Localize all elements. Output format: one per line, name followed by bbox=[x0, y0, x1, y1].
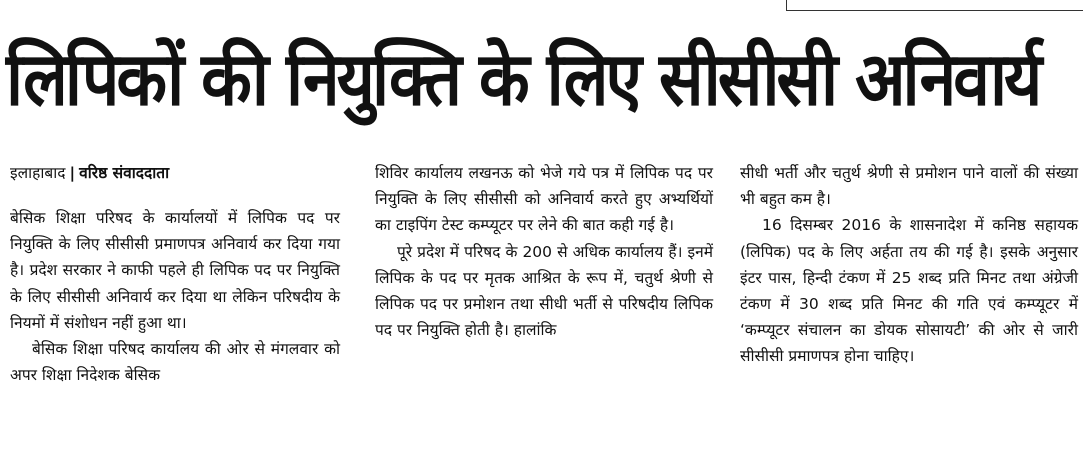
article-paragraph: पूरे प्रदेश में परिषद के 200 से अधिक कार्यालय हैं। इनमें लिपिक के पद पर मृतक आश्रित के रूप में, चतुर्थ श्रेणी से लिपिक पद पर प्रमोशन तथा सीधी भर्ती से परिषदीय लिपिक पद पर नियुक्ति होती है। हालांकि bbox=[375, 242, 713, 340]
article-column-1 bbox=[10, 160, 340, 388]
byline-reporter: वरिष्ठ संवाददाता bbox=[79, 164, 170, 182]
byline bbox=[10, 160, 340, 186]
article-paragraph: शिविर कार्यालय लखनऊ को भेजे गये पत्र में लिपिक पद पर नियुक्ति के लिए सीसीसी को अनिवार्य करते हुए अभ्यर्थियों का टाइपिंग टेस्ट कम्प्यूटर पर लेने की बात कही गई है। bbox=[375, 164, 713, 235]
article-column-3 bbox=[740, 160, 1078, 370]
article-paragraph: बेसिक शिक्षा परिषद कार्यालय की ओर से मंगलवार को अपर शिक्षा निदेशक बेसिक bbox=[10, 340, 340, 385]
article-paragraph: 16 दिसम्बर 2016 के शासनादेश में कनिष्ठ सहायक (लिपिक) पद के लिए अर्हता तय की गई है। इसके अनुसार इंटर पास, हिन्दी टंकण में 25 शब्द प्रति मिनट तथा अंग्रेजी टंकण में 30 शब्द प्रति मिनट की गति एवं कम्प्यूटर में ‘कम्प्यूटर संचालन का डोयक सोसायटी’ की ओर से जारी सीसीसी प्रमाणपत्र होना चाहिए। bbox=[740, 216, 1078, 366]
article-paragraph: बेसिक शिक्षा परिषद के कार्यालयों में लिपिक पद पर नियुक्ति के लिए सीसीसी प्रमाणपत्र अनिवार्य कर दिया गया है। प्रदेश सरकार ने काफी पहले ही लिपिक पद पर नियुक्ति के लिए सीसीसी अनिवार्य कर दिया था लेकिन परिषदीय के नियमों में संशोधन नहीं हुआ था। bbox=[10, 209, 340, 332]
article-column-2 bbox=[375, 160, 713, 343]
top-border-box bbox=[786, 0, 1083, 11]
headline: लिपिकों की नियुक्ति के लिए सीसीसी अनिवार्य bbox=[6, 36, 1040, 123]
byline-place: इलाहाबाद bbox=[10, 164, 66, 182]
byline-separator: | bbox=[69, 164, 76, 182]
article-paragraph: सीधी भर्ती और चतुर्थ श्रेणी से प्रमोशन पाने वालों की संख्या भी बहुत कम है। bbox=[740, 164, 1078, 209]
